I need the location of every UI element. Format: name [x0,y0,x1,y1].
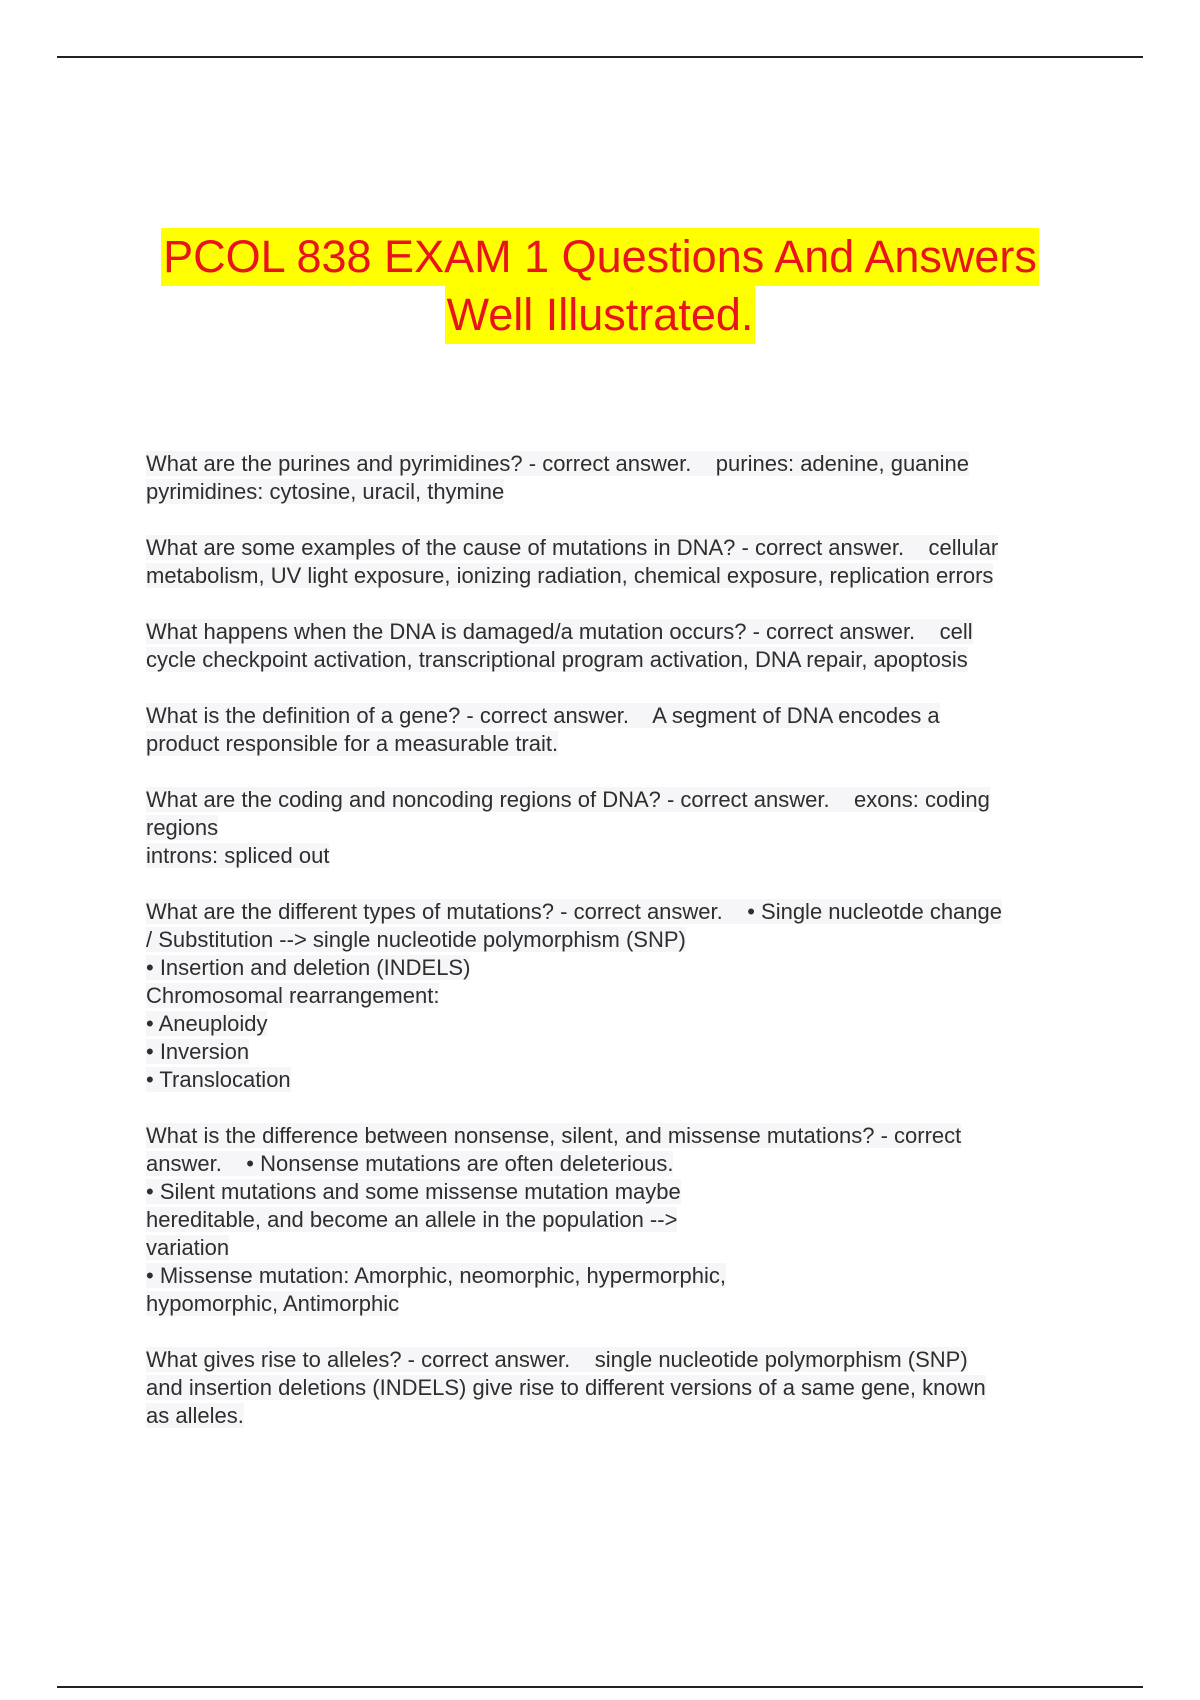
qa-item-purines [146,450,1096,506]
qa-line: What is the difference between nonsense, silent, and missense mutations? - correct [146,1123,962,1148]
qa-line: What are some examples of the cause of mutations in DNA? - correct answer. cellular [146,535,999,560]
qa-item-nonsense-silent-missense [146,1122,1096,1318]
qa-line: Chromosomal rearrangement: [146,983,440,1008]
qa-line: product responsible for a measurable trait. [146,731,559,756]
qa-line: What are the different types of mutations? - correct answer. • Single nucleotde change [146,899,1002,924]
qa-item-gene-definition [146,702,1096,758]
qa-line: hereditable, and become an allele in the population --> [146,1207,678,1232]
qa-line: What happens when the DNA is damaged/a mutation occurs? - correct answer. cell [146,619,973,644]
qa-line: What is the definition of a gene? - correct answer. A segment of DNA encodes a [146,703,940,728]
qa-line: introns: spliced out [146,843,330,868]
top-rule [57,56,1143,58]
qa-line: regions [146,815,219,840]
qa-line: cycle checkpoint activation, transcriptional program activation, DNA repair, apoptosis [146,647,968,672]
qa-list [146,450,1096,1458]
qa-line: • Insertion and deletion (INDELS) [146,955,471,980]
qa-line: • Translocation [146,1067,291,1092]
qa-line: • Inversion [146,1039,250,1064]
qa-item-alleles [146,1346,1096,1430]
qa-line: as alleles. [146,1403,244,1428]
title-line-2: Well Illustrated. [445,286,756,344]
qa-item-mutation-types [146,898,1096,1094]
qa-item-coding-regions [146,786,1096,870]
qa-line: • Missense mutation: Amorphic, neomorphic, hypermorphic, [146,1263,726,1288]
qa-line: pyrimidines: cytosine, uracil, thymine [146,479,505,504]
qa-line: and insertion deletions (INDELS) give rise to different versions of a same gene, known [146,1375,986,1400]
qa-item-dna-damage [146,618,1096,674]
qa-line: • Silent mutations and some missense mutation maybe [146,1179,681,1204]
qa-line: metabolism, UV light exposure, ionizing radiation, chemical exposure, replication errors [146,563,994,588]
qa-line: variation [146,1235,230,1260]
qa-line: What gives rise to alleles? - correct answer. single nucleotide polymorphism (SNP) [146,1347,968,1372]
qa-line: What are the coding and noncoding regions of DNA? - correct answer. exons: coding [146,787,990,812]
document-title [0,228,1200,344]
qa-line: answer. • Nonsense mutations are often deleterious. [146,1151,674,1176]
qa-line: / Substitution --> single nucleotide polymorphism (SNP) [146,927,686,952]
title-line-1: PCOL 838 EXAM 1 Questions And Answers [161,228,1039,286]
qa-line: What are the purines and pyrimidines? - correct answer. purines: adenine, guanine [146,451,970,476]
qa-line: • Aneuploidy [146,1011,268,1036]
qa-item-mutation-causes [146,534,1096,590]
bottom-rule [57,1686,1143,1688]
qa-line: hypomorphic, Antimorphic [146,1291,400,1316]
